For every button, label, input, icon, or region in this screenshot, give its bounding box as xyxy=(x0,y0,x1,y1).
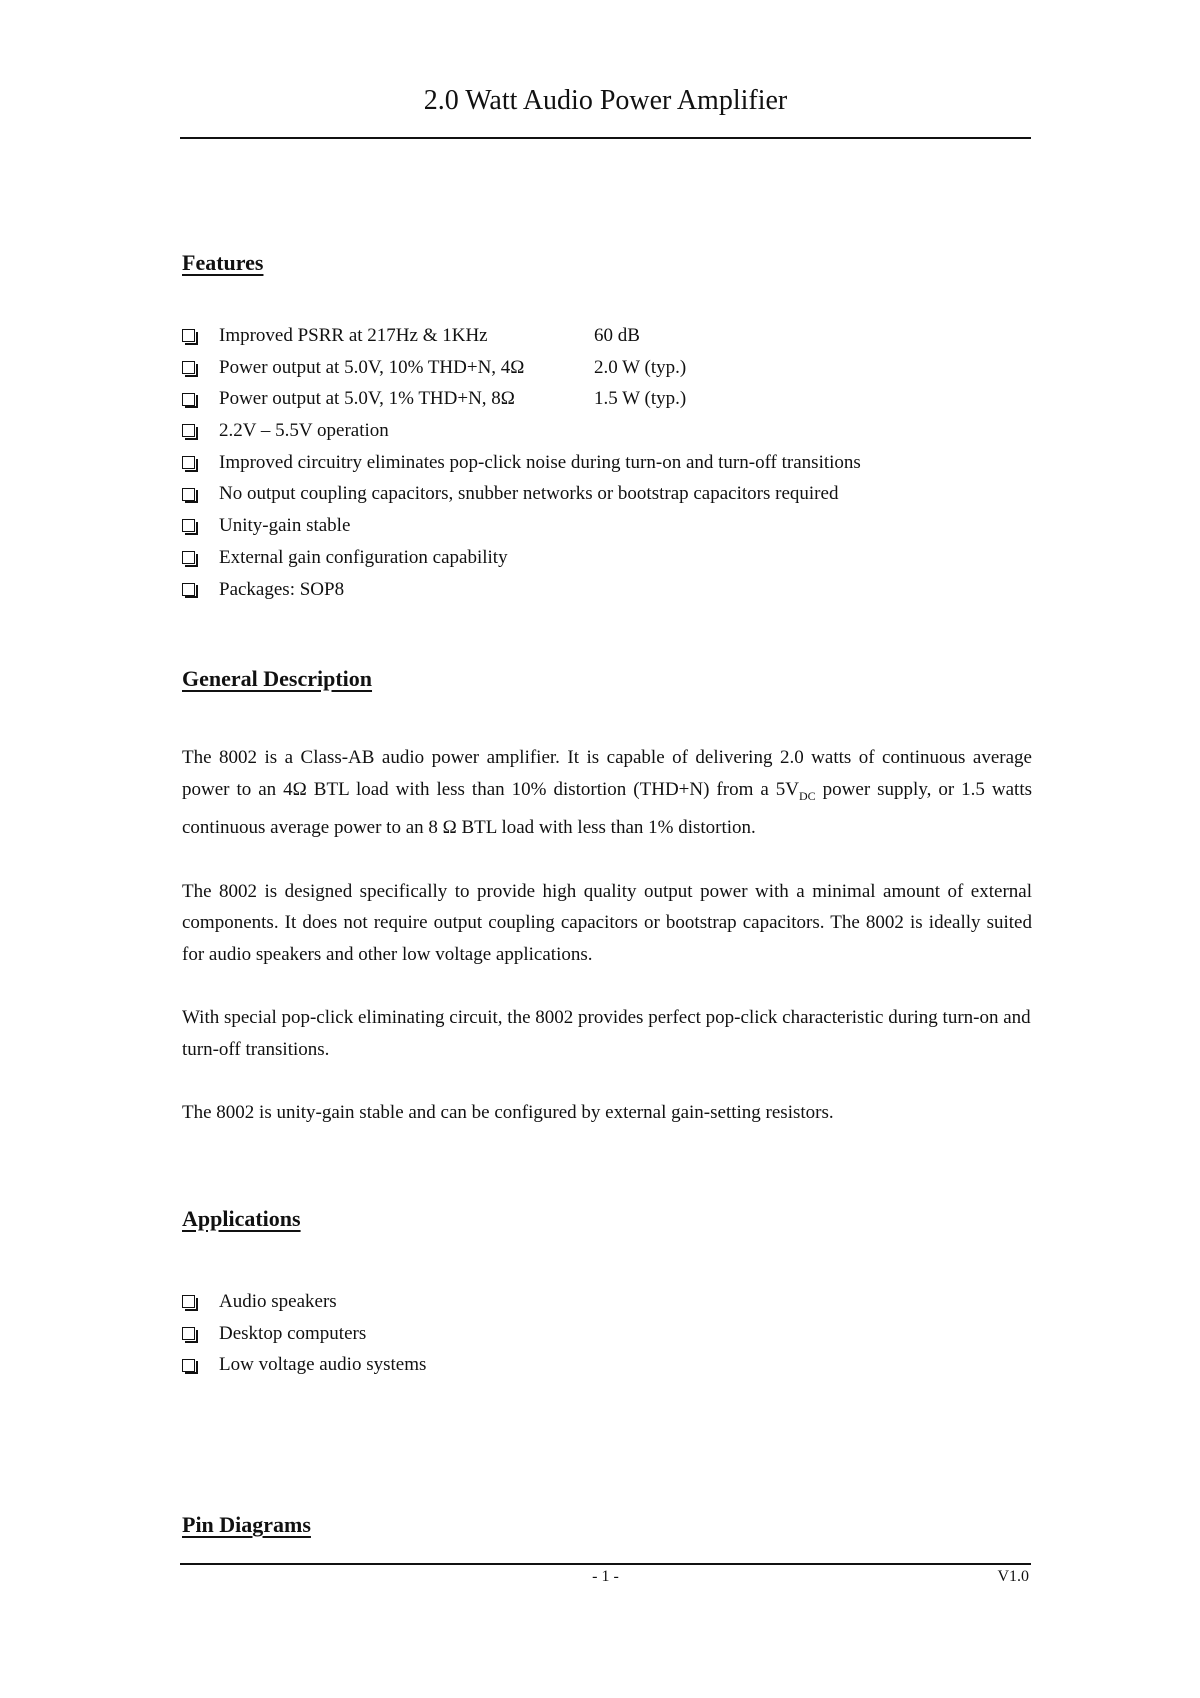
list-item: Improved circuitry eliminates pop-click noise during turn-on and turn-off transitions xyxy=(182,447,861,479)
header-divider xyxy=(180,137,1031,139)
checkbox-bullet-icon xyxy=(182,551,195,564)
general-description-heading: General Description xyxy=(182,666,373,691)
list-item: No output coupling capacitors, snubber networks or bootstrap capacitors required xyxy=(182,478,861,510)
list-item: 2.2V – 5.5V operation xyxy=(182,415,861,447)
checkbox-bullet-icon xyxy=(182,456,195,469)
features-heading: Features xyxy=(182,250,264,275)
description-paragraph: With special pop-click eliminating circuit, the 8002 provides perfect pop-click characteristic during turn-on and turn-off transitions. xyxy=(182,1007,1031,1061)
description-paragraph: The 8002 is designed specifically to provide high quality output power with a minimal amount of external components. It does not require output coupling capacitors or bootstrap capacitors. The 8002 is ideally suited for audio speakers and other low voltage applications. xyxy=(182,880,1032,965)
checkbox-bullet-icon xyxy=(182,519,195,532)
applications-heading: Applications xyxy=(182,1206,301,1231)
pin-diagrams-heading: Pin Diagrams xyxy=(182,1512,311,1537)
general-description-body xyxy=(182,742,1032,1161)
features-list xyxy=(182,320,861,605)
checkbox-bullet-icon xyxy=(182,1359,195,1372)
version-label: V1.0 xyxy=(997,1568,1029,1585)
list-item: Packages: SOP8 xyxy=(182,574,861,606)
checkbox-bullet-icon xyxy=(182,1295,195,1308)
list-item: Power output at 5.0V, 10% THD+N, 4Ω 2.0 W (typ.) xyxy=(182,352,861,384)
list-item: Audio speakers xyxy=(182,1286,426,1318)
checkbox-bullet-icon xyxy=(182,488,195,501)
list-item: Desktop computers xyxy=(182,1318,426,1350)
page-title: 2.0 Watt Audio Power Amplifier xyxy=(423,85,788,116)
list-item: Unity-gain stable xyxy=(182,510,861,542)
applications-list xyxy=(182,1286,426,1381)
checkbox-bullet-icon xyxy=(182,329,195,342)
checkbox-bullet-icon xyxy=(182,583,195,596)
checkbox-bullet-icon xyxy=(182,393,195,406)
footer-divider xyxy=(180,1563,1031,1565)
page-number: - 1 - xyxy=(592,1568,619,1585)
description-paragraph: The 8002 is unity-gain stable and can be configured by external gain-setting resistors. xyxy=(182,1102,834,1124)
list-item: Low voltage audio systems xyxy=(182,1349,426,1381)
list-item: Improved PSRR at 217Hz & 1KHz 60 dB xyxy=(182,320,861,352)
description-paragraph: The 8002 is a Class-AB audio power amplifier. It is capable of delivering 2.0 watts of continuous average power to an 4Ω BTL load with less than 10% distortion (THD+N) from a $5V_{DC}$ power supply, or 1.5 watts continuous average power to an 8 Ω BTL load with less than 1% distortion. xyxy=(182,747,1032,839)
list-item: Power output at 5.0V, 1% THD+N, 8Ω 1.5 W (typ.) xyxy=(182,383,861,415)
checkbox-bullet-icon xyxy=(182,1327,195,1340)
checkbox-bullet-icon xyxy=(182,361,195,374)
checkbox-bullet-icon xyxy=(182,424,195,437)
list-item: External gain configuration capability xyxy=(182,542,861,574)
